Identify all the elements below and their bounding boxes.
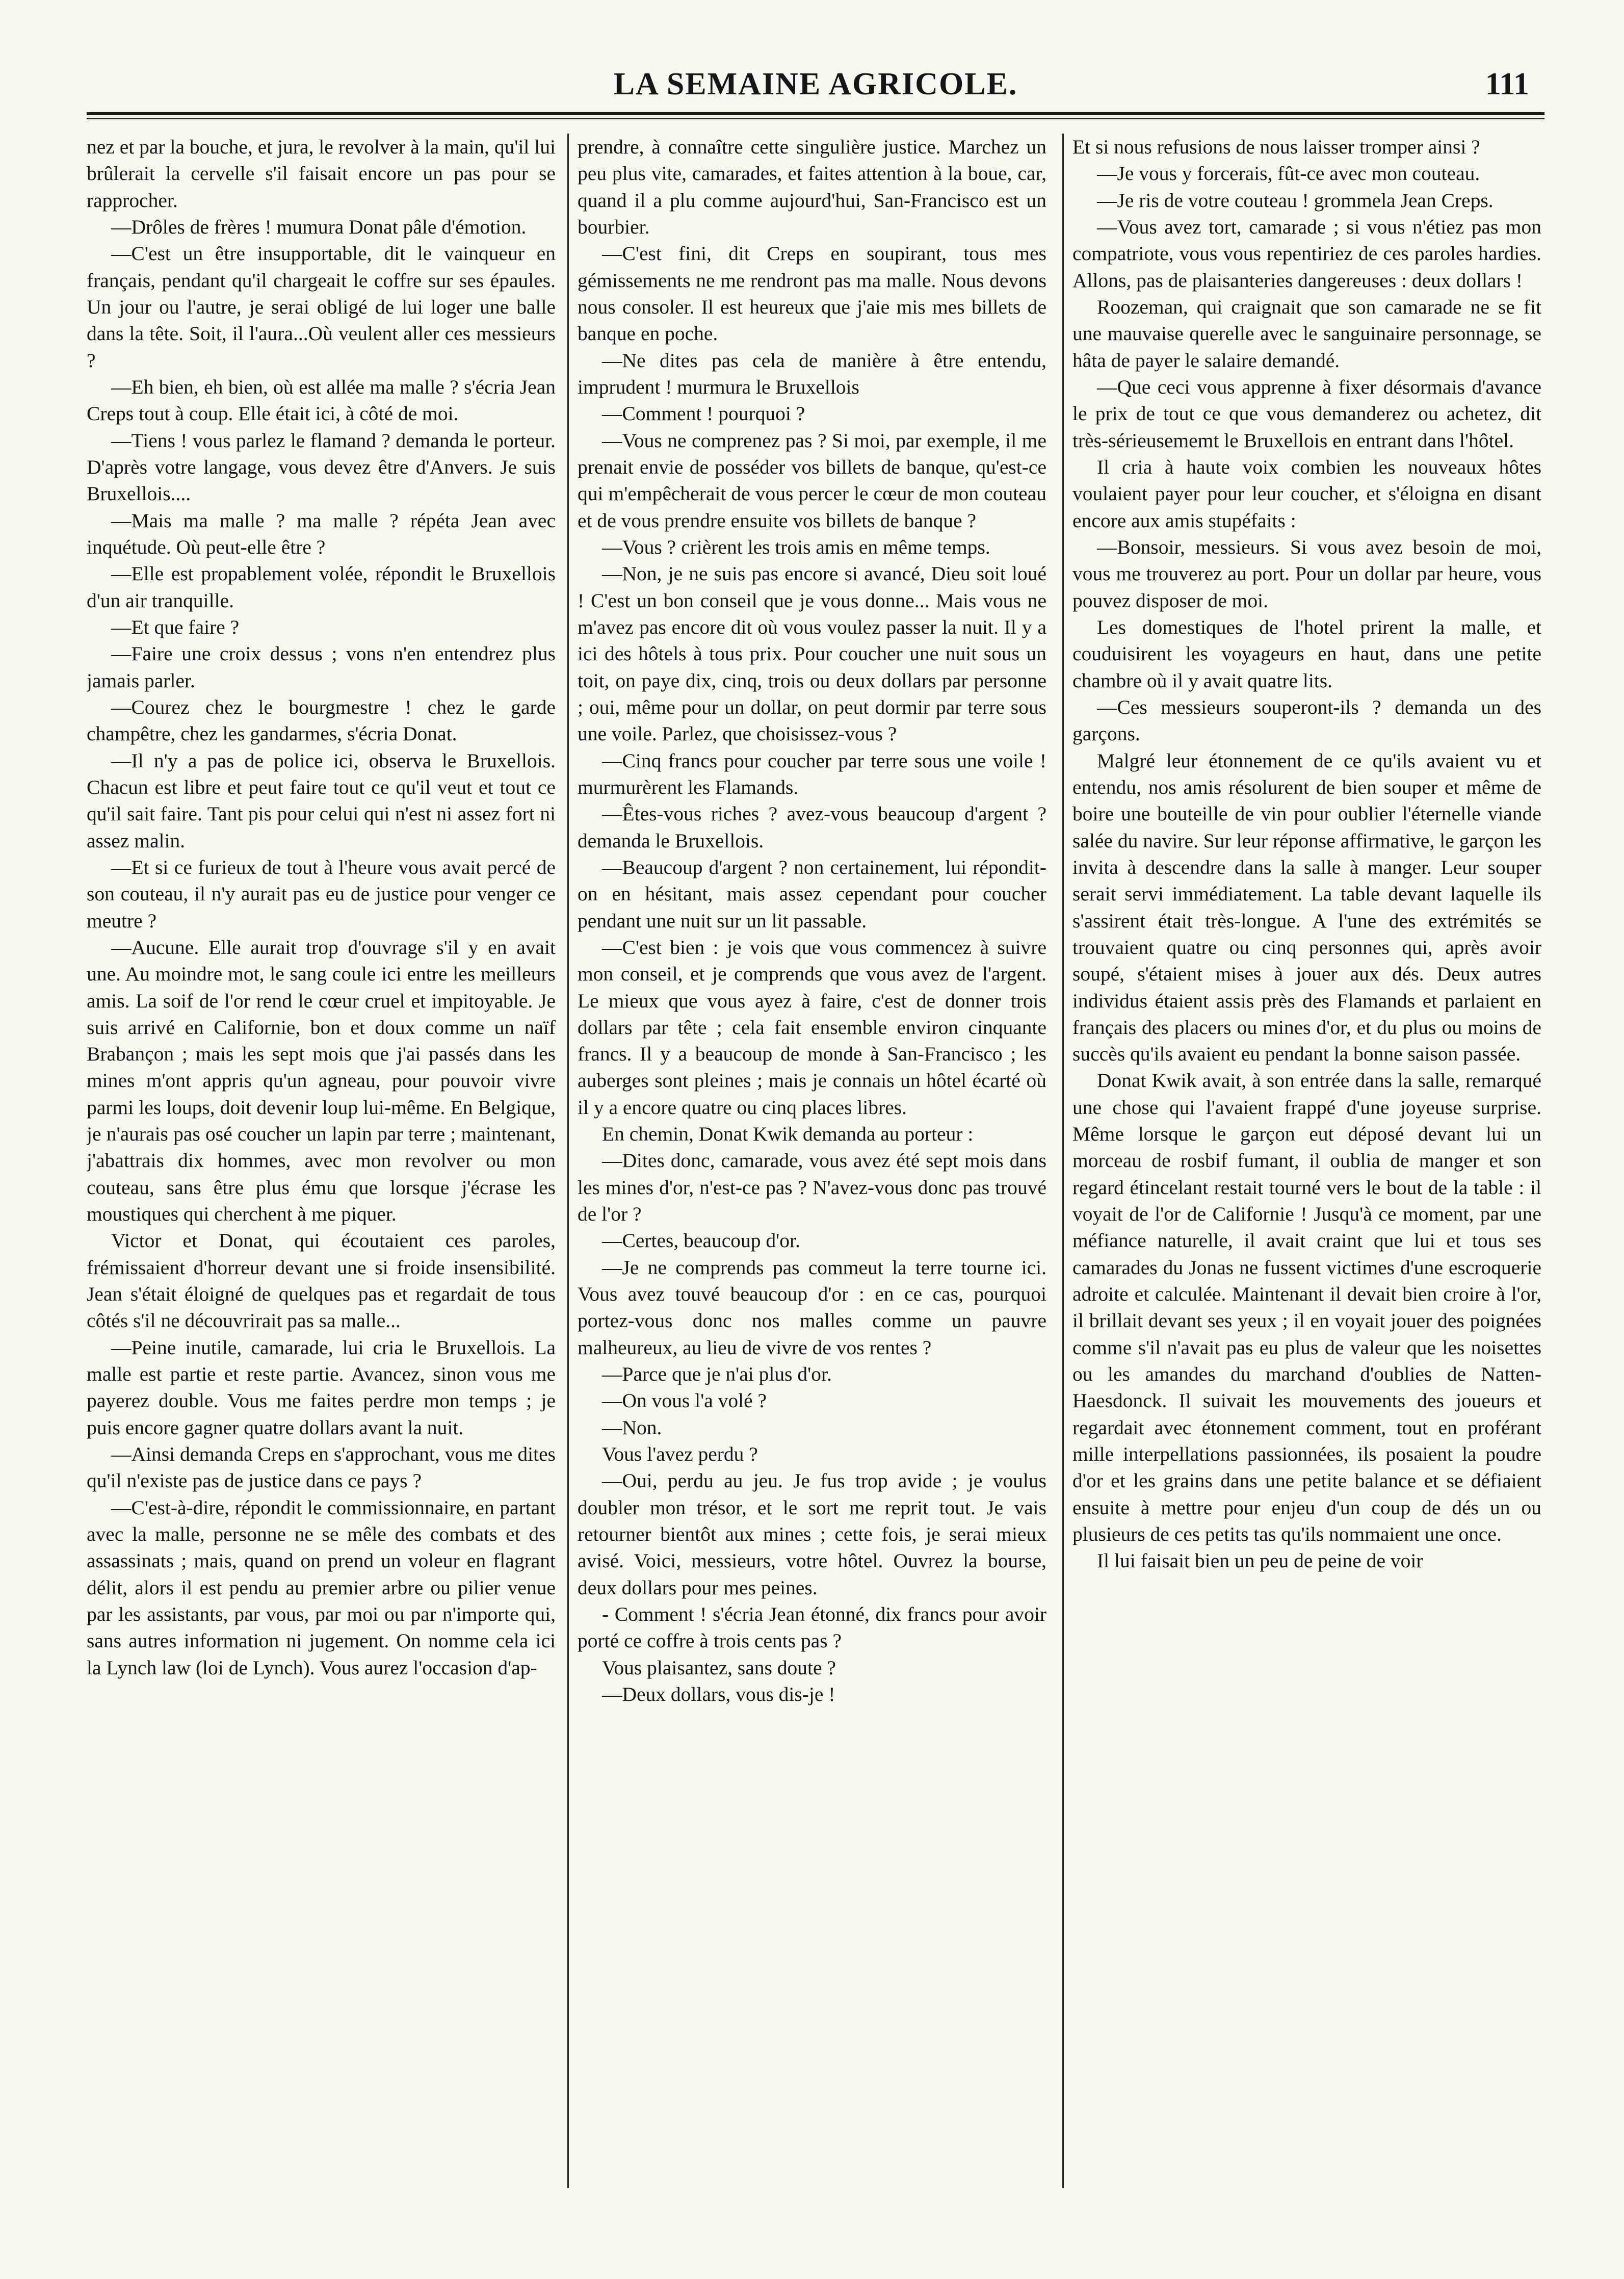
paragraph: Roozeman, qui craignait que son camarade ne se fit une mauvaise querelle avec le sanguinaire personnage, se hâta de payer le salaire demandé. xyxy=(1072,295,1541,372)
paragraph: Il lui faisait bien un peu de peine de voir xyxy=(1097,1549,1423,1572)
paragraph: —C'est bien : je vois que vous commencez à suivre mon conseil, et je comprends que vous avez de l'argent. Le mieux que vous ayez à faire, c'est de donner trois dollars par tête ; cela fait ensemble environ cinquante francs. Il y a beaucoup de monde à San-Francisco ; les auberges sont pleines ; mais je connais un hôtel écarté où il y a encore quatre ou cinq places libres. xyxy=(578,936,1046,1119)
column-divider-1 xyxy=(567,134,569,2188)
column-divider-2 xyxy=(1062,134,1064,2188)
paragraph: Vous l'avez perdu ? xyxy=(602,1443,758,1466)
paragraph: Donat Kwik avait, à son entrée dans la salle, remarqué une chose qui l'avaient frappé d'une joyeuse surprise. Même lorsque le garçon eut déposé devant lui un morceau de rosbif fumant, il oublia de manger et son regard étincelant restait tourné vers le bout de la table : il voyait de l'or de Californie ! Jusqu'à ce moment, par une méfiance naturelle, il avait craint que lui et tous ses camarades du Jonas ne fussent victimes d'une escroquerie adroite et calculée. Maintenant il devait bien croire à l'or, il brillait devant ses yeux ; il en voyait jouer des poignées comme s'il n'avait pas eu plus de valeur que les noisettes ou les amandes du marchand d'oublies de Natten-Haesdonck. Il suivait les mouvements des joueurs et regardait avec étonnement comment, tout en proférant mille interpellations passionnées, ils posaient la poudre d'or et les grains dans une petite balance et se défiaient ensuite à mettre pour enjeu d'un coup de dés un ou plusieurs de ces petits tas qu'ils nommaient une once. xyxy=(1072,1069,1541,1546)
paragraph: —Il n'y a pas de police ici, observa le Bruxellois. Chacun est libre et peut faire tout ce qu'il veut et tout ce qu'il sait faire. Tant pis pour celui qui n'est ni assez fort ni assez malin. xyxy=(87,749,556,852)
paragraph: —Dites donc, camarade, vous avez été sept mois dans les mines d'or, n'est-ce pas ? N'avez-vous donc pas trouvé de l'or ? xyxy=(578,1149,1046,1226)
paragraph: —Je ris de votre couteau ! grommela Jean Creps. xyxy=(1097,189,1494,212)
paragraph: —Je ne comprends pas commeut la terre tourne ici. Vous avez touvé beaucoup d'or : en ce cas, pourquoi portez-vous donc nos malles comme un pauvre malheureux, au lieu de vivre de vos rentes ? xyxy=(578,1256,1046,1359)
paragraph: —Je vous y forcerais, fût-ce avec mon couteau. xyxy=(1097,162,1480,185)
paragraph: Les domestiques de l'hotel prirent la malle, et couduisirent les voyageurs en haut, dans une petite chambre où il y avait quatre lits. xyxy=(1072,615,1541,692)
paragraph: Victor et Donat, qui écoutaient ces paroles, frémissaient d'horreur devant une si froide insensibilité. Jean s'était éloigné de quelques pas et regardait de tous côtés s'il ne découvrirait pas sa malle... xyxy=(87,1229,556,1332)
paragraph: —Faire une croix dessus ; vons n'en entendrez plus jamais parler. xyxy=(87,642,556,692)
paragraph: —Êtes-vous riches ? avez-vous beaucoup d'argent ? demanda le Bruxellois. xyxy=(578,802,1046,852)
paragraph: Et si nous refusions de nous laisser tromper ainsi ? xyxy=(1072,136,1480,158)
paragraph: —Certes, beaucoup d'or. xyxy=(602,1229,800,1252)
paragraph: —Elle est propablement volée, répondit le Bruxellois d'un air tranquille. xyxy=(87,562,556,612)
paragraph: —Courez chez le bourgmestre ! chez le garde champêtre, chez les gandarmes, s'écria Donat. xyxy=(87,695,556,745)
paragraph: —Vous ne comprenez pas ? Si moi, par exemple, il me prenait envie de posséder vos billets de banque, qu'est-ce qui m'empêcherait de vous percer le cœur de mon couteau et de vous prendre ensuite vos billets de banque ? xyxy=(578,429,1046,532)
page-number: 111 xyxy=(1485,67,1529,101)
paragraph: —Et que faire ? xyxy=(111,615,240,638)
paragraph: Malgré leur étonnement de ce qu'ils avaient vu et entendu, nos amis résolurent de bien souper et même de boire une bouteille de vin pour oublier l'éternelle viande salée du navire. Sur leur réponse affirmative, le garçon les invita à descendre dans la salle à manger. Leur souper serait servi immédiatement. La table devant laquelle ils s'assirent était très-longue. A l'une des extrémités se trouvaient quatre ou cinq personnes qui, après avoir soupé, s'étaient mises à jouer aux dés. Deux autres individus étaient assis près des Flamands et parlaient en français des placers ou mines d'or, et du plus ou moins de succès qu'ils avaient eu pendant la bonne saison passée. xyxy=(1072,749,1541,1066)
paragraph: —Tiens ! vous parlez le flamand ? demanda le porteur. D'après votre langage, vous devez être d'Anvers. Je suis Bruxellois.... xyxy=(87,429,556,505)
paragraph: —Vous avez tort, camarade ; si vous n'étiez pas mon compatriote, vous vous repentiriez de ces paroles hardies. Allons, pas de plaisanteries dangereuses : deux dollars ! xyxy=(1072,215,1541,292)
paragraph: —Non. xyxy=(602,1416,662,1439)
paragraph: —Bonsoir, messieurs. Si vous avez besoin de moi, vous me trouverez au port. Pour un dollar par heure, vous pouvez disposer de moi. xyxy=(1072,535,1541,612)
paragraph: Vous plaisantez, sans doute ? xyxy=(602,1656,836,1679)
text-column-1 xyxy=(87,134,556,2193)
paragraph: prendre, à connaître cette singulière justice. Marchez un peu plus vite, camarades, et faites attention à la boue, car, quand il a plu comme aujourd'hui, San-Francisco est un bourbier. xyxy=(578,136,1046,238)
header-thin-rule xyxy=(87,118,1544,119)
text-column-3 xyxy=(1072,134,1541,2193)
paragraph: —Ces messieurs souperont-ils ? demanda un des garçons. xyxy=(1072,695,1541,745)
paragraph: —C'est-à-dire, répondit le commissionnaire, en partant avec la malle, personne ne se mêle des combats et des assassinats ; mais, quand on prend un voleur en flagrant délit, alors il est pendu au premier arbre ou pilier venue par les assistants, par vous, par moi ou par n'importe qui, sans autres information ni jugement. On nomme cela ici la Lynch law (loi de Lynch). Vous aurez l'occasion d'ap- xyxy=(87,1496,556,1679)
paragraph: —Mais ma malle ? ma malle ? répéta Jean avec inquétude. Où peut-elle être ? xyxy=(87,509,556,558)
paragraph: —Ne dites pas cela de manière à être entendu, imprudent ! murmura le Bruxellois xyxy=(578,349,1046,398)
paragraph: —Parce que je n'ai plus d'or. xyxy=(602,1363,832,1386)
paragraph: —On vous l'a volé ? xyxy=(602,1389,767,1412)
paragraph: —Aucune. Elle aurait trop d'ouvrage s'il y en avait une. Au moindre mot, le sang coule ici entre les meilleurs amis. La soif de l'or rend le cœur cruel et impitoyable. Je suis arrivé en Californie, bon et doux comme un naïf Brabançon ; mais les sept mois que j'ai passés dans les mines m'ont appris qu'un agneau, pour pouvoir vivre parmi les loups, doit devenir loup lui-même. En Belgique, je n'aurais pas osé coucher un lapin par terre ; maintenant, j'abattrais dix hommes, avec mon revolver ou mon couteau, sans être plus ému que lorsque j'écrase les moustiques qui cherchent à me piquer. xyxy=(87,936,556,1226)
paragraph: —Et si ce furieux de tout à l'heure vous avait percé de son couteau, il n'y aurait pas eu de justice pour venger ce meutre ? xyxy=(87,856,556,932)
paragraph: —C'est fini, dit Creps en soupirant, tous mes gémissements ne me rendront pas ma malle. Nous devons nous consoler. Il est heureux que j'aie mis mes billets de banque en poche. xyxy=(578,242,1046,345)
paragraph: —Beaucoup d'argent ? non certainement, lui répondit-on en hésitant, mais assez cependant pour coucher pendant une nuit sur un lit passable. xyxy=(578,856,1046,932)
paragraph: —Peine inutile, camarade, lui cria le Bruxellois. La malle est partie et reste partie. Avancez, sinon vous me payerez double. Vous me faites perdre mon temps ; je puis encore gagner quatre dollars avant la nuit. xyxy=(87,1336,556,1439)
paragraph: —Drôles de frères ! mumura Donat pâle d'émotion. xyxy=(111,215,527,238)
paragraph: —Comment ! pourquoi ? xyxy=(602,402,805,425)
newspaper-title: LA SEMAINE AGRICOLE. xyxy=(613,67,1018,101)
paragraph: —Oui, perdu au jeu. Je fus trop avide ; je voulus doubler mon trésor, et le sort me reprit tout. Je vais retourner bientôt aux mines ; cette fois, je serai mieux avisé. Voici, messieurs, votre hôtel. Ouvrez la bourse, deux dollars pour mes peines. xyxy=(578,1469,1046,1599)
paragraph: —Cinq francs pour coucher par terre sous une voile ! murmurèrent les Flamands. xyxy=(578,749,1046,798)
paragraph: nez et par la bouche, et jura, le revolver à la main, qu'il lui brûlerait la cervelle s'il faisait encore un pas pour se rapprocher. xyxy=(87,136,556,212)
paragraph: Il cria à haute voix combien les nouveaux hôtes voulaient payer pour leur coucher, et s'éloigna en disant encore aux amis stupéfaits : xyxy=(1072,455,1541,532)
paragraph: —Deux dollars, vous dis-je ! xyxy=(602,1683,835,1706)
paragraph: —Eh bien, eh bien, où est allée ma malle ? s'écria Jean Creps tout à coup. Elle était ici, à côté de moi. xyxy=(87,375,556,425)
page-header xyxy=(87,66,1544,107)
paragraph: —Vous ? crièrent les trois amis en même temps. xyxy=(602,535,990,558)
header-thick-rule xyxy=(87,112,1544,115)
paragraph: —Non, je ne suis pas encore si avancé, Dieu soit loué ! C'est un bon conseil que je vous donne... Mais vous ne m'avez pas encore dit où vous voulez passer la nuit. Il y a ici des hôtels à tous prix. Pour coucher une nuit sous un toit, on paye dix, cinq, trois ou deux dollars par personne ; oui, même pour un dollar, on peut dormir par terre sous une voile. Parlez, que choisissez-vous ? xyxy=(578,562,1046,745)
text-column-2 xyxy=(578,134,1046,2193)
paragraph: En chemin, Donat Kwik demanda au porteur : xyxy=(602,1123,974,1146)
paragraph: —C'est un être insupportable, dit le vainqueur en français, pendant qu'il chargeait le coffre sur ses épaules. Un jour ou l'autre, je serai obligé de lui loger une balle dans la tête. Soit, il l'aura...Où veulent aller ces messieurs ? xyxy=(87,242,556,372)
paragraph: - Comment ! s'écria Jean étonné, dix francs pour avoir porté ce coffre à trois cents pas ? xyxy=(578,1603,1046,1652)
paragraph: —Que ceci vous apprenne à fixer désormais d'avance le prix de tout ce que vous demanderez ou achetez, dit très-sérieusememt le Bruxellois en entrant dans l'hôtel. xyxy=(1072,375,1541,452)
paragraph: —Ainsi demanda Creps en s'approchant, vous me dites qu'il n'existe pas de justice dans ce pays ? xyxy=(87,1443,556,1492)
